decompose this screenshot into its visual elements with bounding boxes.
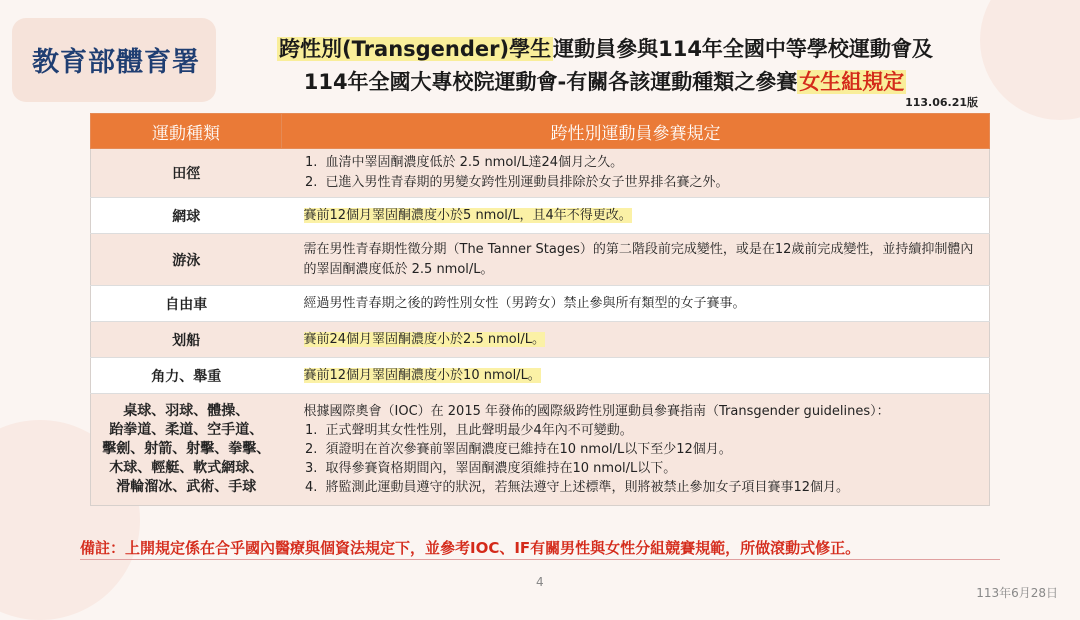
rule-cell <box>282 358 990 394</box>
rule-item: 4. 將監測此運動員遵守的狀況，若無法遵守上述標準，則將被禁止參加女子項目賽事12個月。 <box>322 478 982 497</box>
page-title-line2 <box>0 66 1080 96</box>
footnote-underline <box>80 559 1000 560</box>
rule-text: 經過男性青春期之後的跨性別女性（男跨女）禁止參與所有類型的女子賽事。 <box>282 286 990 322</box>
title-highlight: 跨性別(Transgender)學生 <box>279 37 552 61</box>
org-name: 教育部體育署 <box>32 47 200 78</box>
table-row <box>91 322 990 358</box>
table-row <box>91 149 990 198</box>
table-row <box>91 358 990 394</box>
sport-name: 游泳 <box>91 234 282 286</box>
table-header-row <box>91 114 990 149</box>
rule-text: 需在男性青春期性徵分期（The Tanner Stages）的第二階段前完成變性，或是在12歲前完成變性，並持續抑制體內的睪固酮濃度低於 2.5 nmol/L。 <box>282 234 990 286</box>
date-label: 113年6月28日 <box>976 586 1058 600</box>
rule-cell <box>282 394 990 506</box>
rule-cell <box>282 198 990 234</box>
page-title-line1 <box>0 33 1080 63</box>
sport-line: 擊劍、射箭、射擊、拳擊、 <box>102 441 271 457</box>
sport-name: 划船 <box>91 322 282 358</box>
table-row <box>91 394 990 506</box>
column-header-rules: 跨性別運動員參賽規定 <box>282 114 990 149</box>
sport-line: 桌球、羽球、體操、 <box>123 403 250 419</box>
rule-intro: 根據國際奧會（IOC）在 2015 年發佈的國際級跨性別運動員參賽指南（Transgender guidelines）： <box>303 404 890 419</box>
sport-name: 網球 <box>91 198 282 234</box>
rule-list <box>304 421 982 497</box>
sport-name: 自由車 <box>91 286 282 322</box>
page-number: 4 <box>536 575 544 589</box>
sport-line: 跆拳道、柔道、空手道、 <box>109 422 264 438</box>
title-line2-red: 女生組規定 <box>799 70 905 94</box>
sport-name-group <box>91 394 282 506</box>
rule-item: 2. 須證明在首次參賽前睪固酮濃度已維持在10 nmol/L以下至少12個月。 <box>322 440 982 459</box>
table-row <box>91 234 990 286</box>
rule-item: 2. 已進入男性青春期的男變女跨性別運動員排除於女子世界排名賽之外。 <box>322 173 982 193</box>
sport-name: 角力、舉重 <box>91 358 282 394</box>
footnote: 備註：上開規定係在合乎國內醫療與個資法規定下，並參考IOC、IF有關男性與女性分組競賽規範，所做滾動式修正。 <box>80 539 861 557</box>
column-header-sport: 運動種類 <box>91 114 282 149</box>
version-label: 113.06.21版 <box>905 96 978 109</box>
rule-item: 3. 取得參賽資格期間內，睪固酮濃度須維持在10 nmol/L以下。 <box>322 459 982 478</box>
rule-text: 賽前12個月睪固酮濃度小於5 nmol/L，且4年不得更改。 <box>303 207 632 223</box>
title-line2-main: 114年全國大專校院運動會-有關各該運動種類之參賽 <box>303 70 798 94</box>
rules-table <box>90 113 990 506</box>
rule-list <box>304 153 982 193</box>
title-line1-rest: 運動員參與114年全國中等學校運動會及 <box>553 37 933 61</box>
rule-item: 1. 正式聲明其女性性別，且此聲明最少4年內不可變動。 <box>322 421 982 440</box>
sport-line: 木球、輕艇、軟式網球、 <box>109 460 264 476</box>
rule-text: 賽前24個月睪固酮濃度小於2.5 nmol/L。 <box>303 331 545 347</box>
table-row <box>91 286 990 322</box>
rule-text: 賽前12個月睪固酮濃度小於10 nmol/L。 <box>303 367 541 383</box>
rule-item: 1. 血清中睪固酮濃度低於 2.5 nmol/L達24個月之久。 <box>322 153 982 173</box>
rule-cell <box>282 322 990 358</box>
table-row <box>91 198 990 234</box>
sport-name: 田徑 <box>91 149 282 198</box>
rule-cell <box>282 149 990 198</box>
sport-line: 滑輪溜冰、武術、手球 <box>116 479 257 495</box>
